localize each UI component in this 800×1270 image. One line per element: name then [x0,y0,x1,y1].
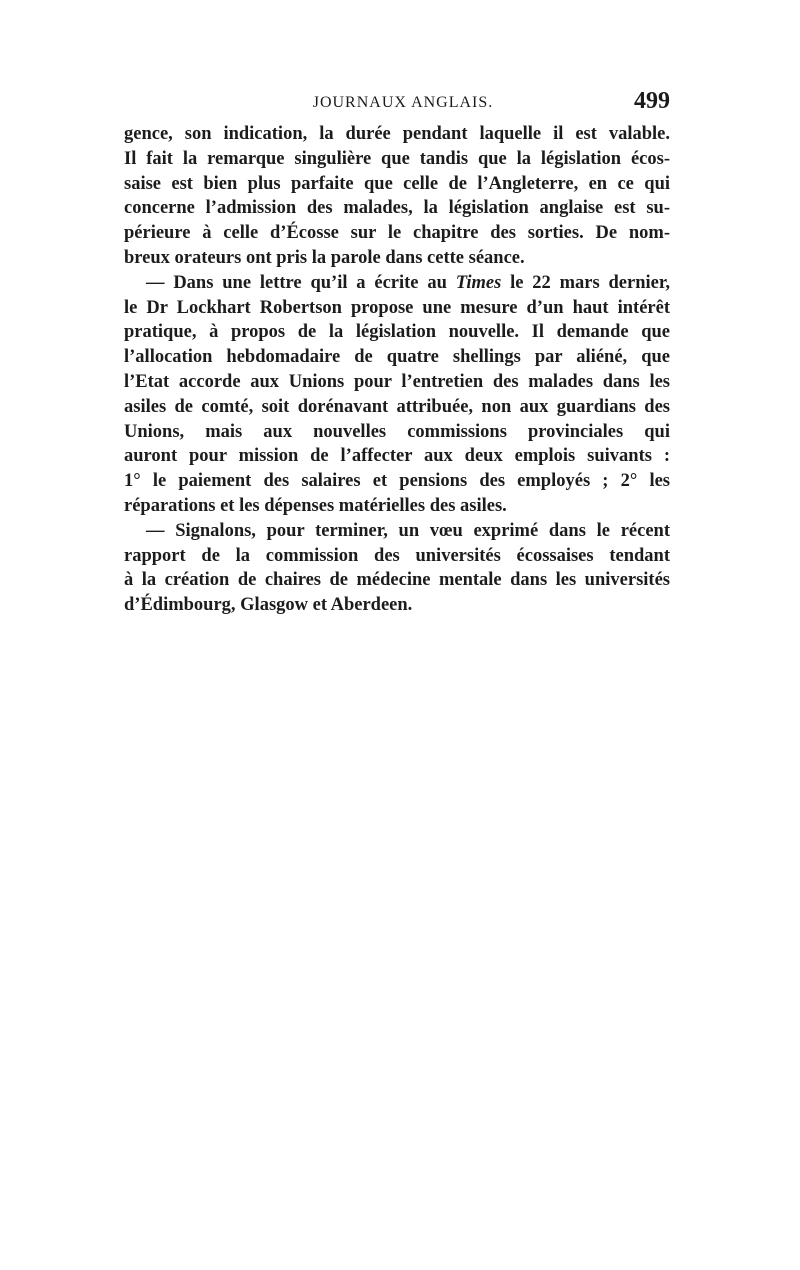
text-line: périeure à celle d’Écosse sur le chapitre des sorties. De nom- [124,223,670,244]
text-line: 1° le paiement des salaires et pensions des employés ; 2° les [124,471,670,492]
text-line: gence, son indication, la durée pendant laquelle il est valable. [124,124,670,144]
newspaper-title: Times [455,272,502,293]
text-line: l’allocation hebdomadaire de quatre shellings par aliéné, que [124,347,670,368]
text-line: pratique, à propos de la législation nouvelle. Il demande que [124,322,670,343]
page-number: 499 [634,88,670,114]
text-line: saise est bien plus parfaite que celle de l’Angleterre, en ce qui [124,173,670,194]
text-line: l’Etat accorde aux Unions pour l’entretien des malades dans les [124,371,670,392]
text-segment: — Dans une lettre qu’il a écrite au [146,272,447,293]
running-title: JOURNAUX ANGLAIS. [312,94,494,111]
text-line: Il fait la remarque singulière que tandis que la législation écos- [124,148,670,169]
text-line: concerne l’admission des malades, la législation anglaise est su- [124,198,670,219]
text-line: asiles de comté, soit dorénavant attribuée, non aux guardians des [124,396,670,417]
page-header [124,88,670,120]
text-line: à la création de chaires de médecine mentale dans les universités [124,570,670,591]
text-line: — Signalons, pour terminer, un vœu exprimé dans le récent [146,520,670,541]
body-text [124,122,670,618]
text-line: rapport de la commission des universités écossaises tendant [124,545,670,566]
text-line: réparations et les dépenses matérielles des asiles. [124,495,507,516]
text-line: Unions, mais aux nouvelles commissions provinciales qui [124,421,670,442]
text-line [124,271,670,296]
text-line: le Dr Lockhart Robertson propose une mesure d’un haut intérêt [124,297,670,318]
text-line: auront pour mission de l’affecter aux deux emplois suivants : [124,446,670,467]
text-segment: le 22 mars dernier, [510,272,670,293]
text-line: d’Édimbourg, Glasgow et Aberdeen. [124,595,413,616]
text-line: breux orateurs ont pris la parole dans cette séance. [124,247,525,268]
